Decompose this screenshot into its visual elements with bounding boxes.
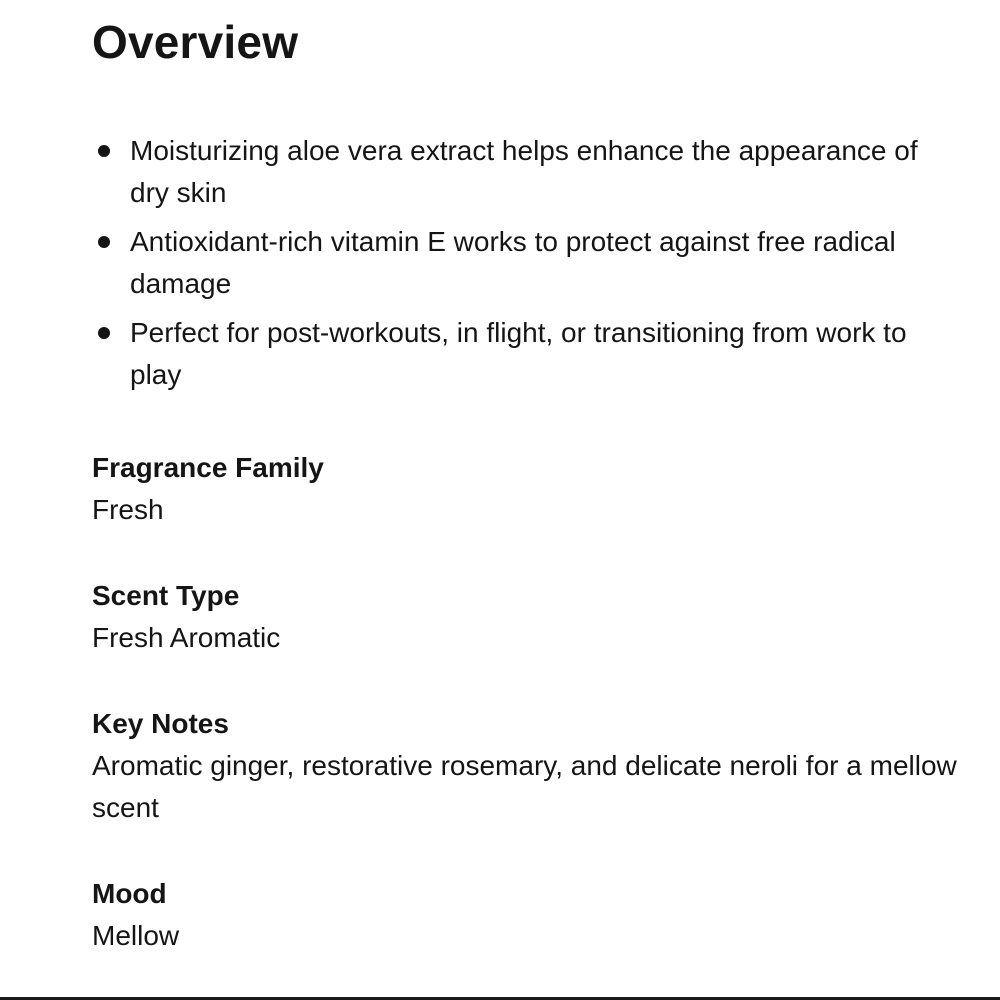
mood-section — [92, 873, 962, 957]
product-details-content — [92, 14, 962, 957]
scent-type-section — [92, 575, 962, 659]
overview-heading: Overview — [92, 16, 299, 68]
key-notes-section — [92, 703, 962, 829]
scent-type-label: Scent Type — [92, 580, 240, 611]
fragrance-family-label: Fragrance Family — [92, 452, 324, 483]
bullet-dot-icon — [98, 327, 110, 339]
scent-type-value: Fresh Aromatic — [92, 622, 281, 653]
bullet-dot-icon — [98, 145, 110, 157]
mood-label: Mood — [92, 878, 167, 909]
overview-bullet-text: Perfect for post-workouts, in flight, or transitioning from work to play — [130, 317, 907, 390]
mood-value: Mellow — [92, 920, 180, 951]
key-notes-value: Aromatic ginger, restorative rosemary, and delicate neroli for a mellow scent — [92, 750, 957, 823]
fragrance-family-value: Fresh — [92, 494, 164, 525]
overview-bullet-item — [92, 221, 962, 305]
fragrance-family-section — [92, 447, 962, 531]
bullet-dot-icon — [98, 236, 110, 248]
overview-bullet-list — [92, 130, 962, 396]
overview-bullet-item — [92, 312, 962, 396]
overview-bullet-item — [92, 130, 962, 214]
key-notes-label: Key Notes — [92, 708, 229, 739]
overview-bullet-text: Antioxidant-rich vitamin E works to protect against free radical damage — [130, 226, 896, 299]
overview-bullet-text: Moisturizing aloe vera extract helps enhance the appearance of dry skin — [130, 135, 918, 208]
